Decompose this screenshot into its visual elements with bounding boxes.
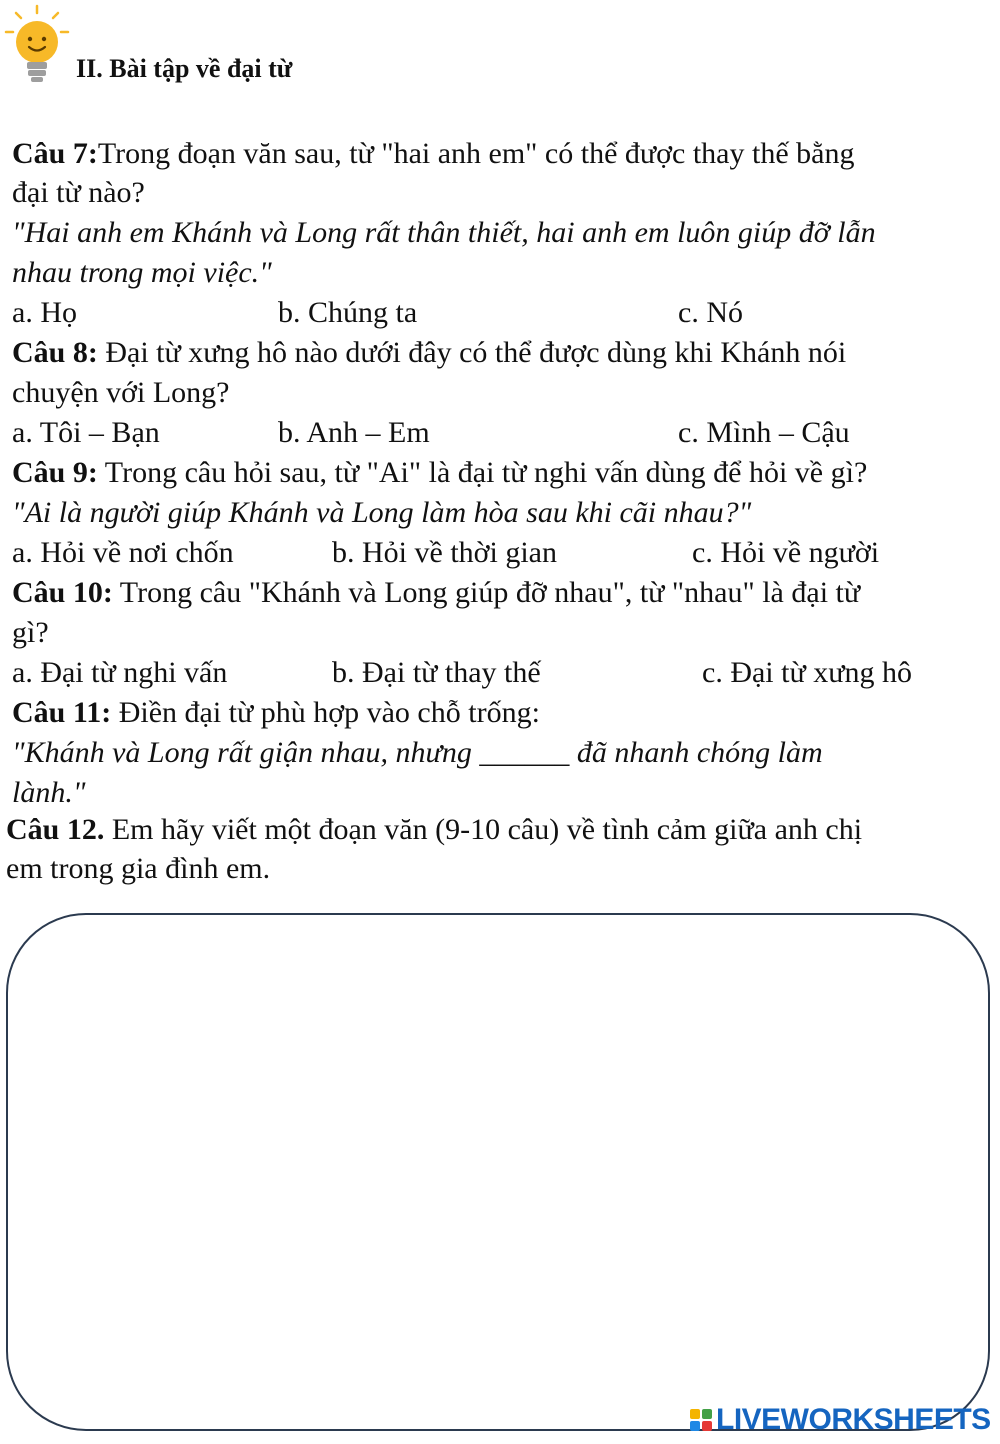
logo-grid-icon (690, 1409, 712, 1431)
question-label: Câu 10: (12, 576, 113, 609)
question-text-cont: đại từ nào? (12, 176, 145, 209)
option-c[interactable]: c. Hỏi về người (692, 536, 880, 569)
question-12 (6, 812, 862, 848)
option-a[interactable]: a. Họ (12, 296, 77, 329)
question-text: Em hãy viết một đoạn văn (9-10 câu) về tình cảm giữa anh chị (104, 813, 863, 846)
question-8 (12, 335, 846, 371)
option-c[interactable]: c. Mình – Cậu (678, 416, 850, 449)
option-b[interactable]: b. Hỏi về thời gian (332, 536, 557, 569)
option-b[interactable]: b. Chúng ta (278, 296, 418, 329)
liveworksheets-logo (690, 1398, 991, 1442)
question-label: Câu 7: (12, 137, 98, 170)
quote-text-cont: nhau trong mọi việc." (12, 256, 272, 289)
logo-text: LIVEWORKSHEETS (716, 1403, 991, 1436)
question-label: Câu 9: (12, 456, 98, 489)
lightbulb-icon (2, 4, 72, 90)
question-11 (12, 695, 540, 731)
question-10 (12, 575, 860, 611)
answer-text-area[interactable] (6, 913, 990, 1431)
question-label: Câu 8: (12, 336, 98, 369)
option-b[interactable]: b. Anh – Em (278, 416, 430, 449)
fill-blank-sentence-cont: lành." (12, 776, 86, 809)
option-a[interactable]: a. Hỏi về nơi chốn (12, 536, 234, 569)
question-text: Điền đại từ phù hợp vào chỗ trống: (111, 696, 540, 729)
question-text-cont: em trong gia đình em. (6, 852, 271, 885)
question-9 (12, 455, 867, 491)
option-c[interactable]: c. Nó (678, 296, 743, 329)
question-text-cont: gì? (12, 616, 49, 649)
quote-text: "Ai là người giúp Khánh và Long làm hòa sau khi cãi nhau?" (12, 496, 752, 529)
question-label: Câu 12. (6, 813, 105, 846)
question-text-cont: chuyện với Long? (12, 376, 230, 409)
option-b[interactable]: b. Đại từ thay thế (332, 656, 541, 689)
question-7 (12, 136, 854, 172)
option-a[interactable]: a. Tôi – Bạn (12, 416, 160, 449)
question-text: Trong câu hỏi sau, từ "Ai" là đại từ nghi vấn dùng để hỏi về gì? (97, 456, 868, 489)
option-a[interactable]: a. Đại từ nghi vấn (12, 656, 228, 689)
section-title: II. Bài tập về đại từ (76, 54, 293, 83)
option-c[interactable]: c. Đại từ xưng hô (702, 656, 912, 689)
question-text: Đại từ xưng hô nào dưới đây có thể được dùng khi Khánh nói (97, 336, 847, 369)
question-text: Trong câu "Khánh và Long giúp đỡ nhau", từ "nhau" là đại từ (112, 576, 861, 609)
question-label: Câu 11: (12, 696, 112, 729)
fill-blank-sentence[interactable]: "Khánh và Long rất giận nhau, nhưng ______ đã nhanh chóng làm (12, 736, 823, 769)
question-text: Trong đoạn văn sau, từ "hai anh em" có thể được thay thế bằng (97, 137, 855, 170)
quote-text: "Hai anh em Khánh và Long rất thân thiết, hai anh em luôn giúp đỡ lẫn (12, 216, 876, 249)
